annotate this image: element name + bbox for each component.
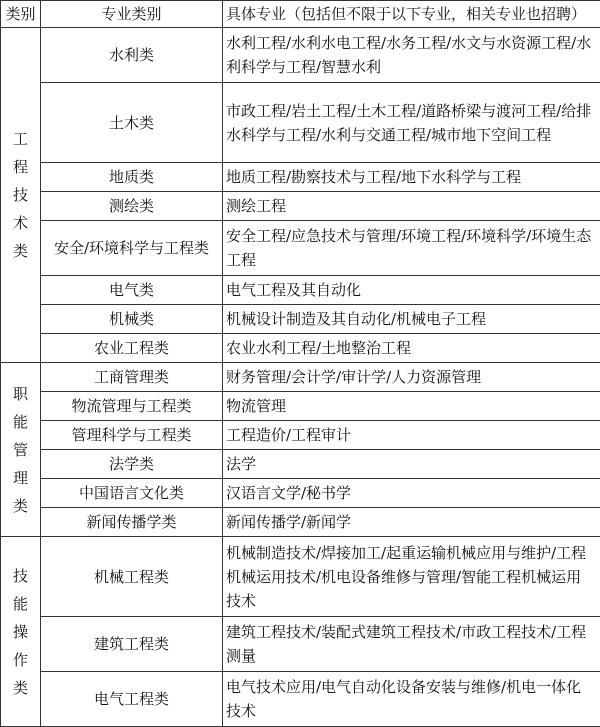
- majors-cell: 农业水利工程/土地整治工程: [223, 334, 600, 363]
- majors-cell: 工程造价/工程审计: [223, 421, 600, 450]
- subcategory-cell: 管理科学与工程类: [41, 421, 223, 450]
- category-cell: 工 程 技 术 类: [1, 28, 41, 363]
- table-row: [1, 421, 600, 450]
- subcategory-cell: 法学类: [41, 450, 223, 479]
- table-row: [1, 508, 600, 537]
- table-row: [1, 617, 600, 672]
- subcategory-cell: 测绘类: [41, 192, 223, 221]
- table-row: [1, 334, 600, 363]
- table-row: [1, 163, 600, 192]
- subcategory-cell: 机械工程类: [41, 537, 223, 617]
- majors-cell: 机械制造技术/焊接加工/起重运输机械应用与维护/工程机械运用技术/机电设备维修与管理/智能工程机械运用技术: [223, 537, 600, 617]
- subcategory-cell: 安全/环境科学与工程类: [41, 221, 223, 276]
- table-row: [1, 221, 600, 276]
- majors-cell: 水利工程/水利水电工程/水务工程/水文与水资源工程/水利科学与工程/智慧水利: [223, 28, 600, 83]
- table-row: [1, 83, 600, 163]
- table-row: [1, 479, 600, 508]
- majors-cell: 机械设计制造及其自动化/机械电子工程: [223, 305, 600, 334]
- category-cell: 职 能 管 理 类: [1, 363, 41, 537]
- majors-cell: 财务管理/会计学/审计学/人力资源管理: [223, 363, 600, 392]
- header-subcategory: 专业类别: [41, 1, 223, 28]
- subcategory-cell: 电气工程类: [41, 672, 223, 727]
- majors-cell: 物流管理: [223, 392, 600, 421]
- majors-cell: 电气技术应用/电气自动化设备安装与维修/机电一体化技术: [223, 672, 600, 727]
- table-row: [1, 450, 600, 479]
- majors-cell: 市政工程/岩土工程/土木工程/道路桥梁与渡河工程/给排水科学与工程/水利与交通工程/城市地下空间工程: [223, 83, 600, 163]
- category-cell: 技 能 操 作 类: [1, 537, 41, 727]
- majors-cell: 汉语言文学/秘书学: [223, 479, 600, 508]
- majors-cell: 新闻传播学/新闻学: [223, 508, 600, 537]
- header-category: 类别: [1, 1, 41, 28]
- subcategory-cell: 工商管理类: [41, 363, 223, 392]
- table-row: [1, 363, 600, 392]
- majors-cell: 电气工程及其自动化: [223, 276, 600, 305]
- subcategory-cell: 地质类: [41, 163, 223, 192]
- subcategory-cell: 水利类: [41, 28, 223, 83]
- majors-cell: 测绘工程: [223, 192, 600, 221]
- subcategory-cell: 电气类: [41, 276, 223, 305]
- table-row: [1, 28, 600, 83]
- majors-cell: 地质工程/勘察技术与工程/地下水科学与工程: [223, 163, 600, 192]
- majors-cell: 安全工程/应急技术与管理/环境工程/环境科学/环境生态工程: [223, 221, 600, 276]
- table-row: [1, 392, 600, 421]
- subcategory-cell: 物流管理与工程类: [41, 392, 223, 421]
- subcategory-cell: 土木类: [41, 83, 223, 163]
- header-majors: 具体专业（包括但不限于以下专业，相关专业也招聘）: [223, 1, 600, 28]
- subcategory-cell: 中国语言文化类: [41, 479, 223, 508]
- table-row: [1, 672, 600, 727]
- majors-cell: 建筑工程技术/装配式建筑工程技术/市政工程技术/工程测量: [223, 617, 600, 672]
- table-row: [1, 276, 600, 305]
- subcategory-cell: 机械类: [41, 305, 223, 334]
- header-row: [1, 1, 600, 28]
- majors-cell: 法学: [223, 450, 600, 479]
- subcategory-cell: 建筑工程类: [41, 617, 223, 672]
- table-row: [1, 305, 600, 334]
- table-row: [1, 192, 600, 221]
- subcategory-cell: 农业工程类: [41, 334, 223, 363]
- subcategory-cell: 新闻传播学类: [41, 508, 223, 537]
- table-row: [1, 537, 600, 617]
